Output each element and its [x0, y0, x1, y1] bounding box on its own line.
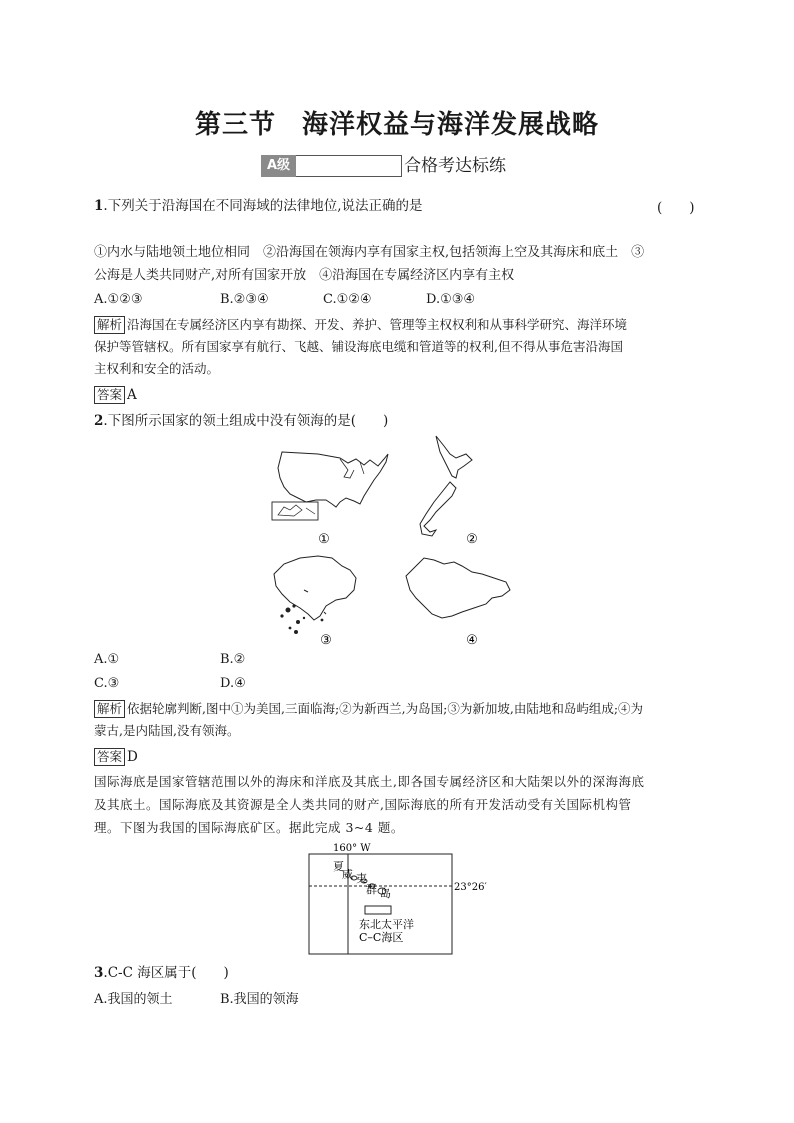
q1-options: [94, 292, 475, 307]
q3-stem-text: .C-C 海区属于( ): [103, 965, 229, 981]
fig-label-2: ②: [466, 532, 478, 547]
level-header: [261, 151, 506, 177]
q1-option-c[interactable]: C.①②④: [323, 292, 372, 307]
q1-answer-blank: ( ): [657, 200, 695, 216]
section-name: 海洋权益与海洋发展战略: [302, 110, 600, 140]
level-badge: A级: [261, 155, 296, 177]
q3-option-a[interactable]: A.我国的领土: [94, 992, 173, 1007]
island-char-1: 夏: [333, 860, 344, 873]
q2-option-d[interactable]: D.④: [220, 676, 246, 691]
fig-label-1: ①: [318, 532, 330, 547]
lon-label: 160° W: [333, 843, 371, 854]
q2-stem: [94, 411, 388, 431]
island-char-2: 威: [342, 868, 353, 881]
area-code: C–C海区: [359, 931, 404, 944]
island-char-4: 群: [366, 883, 377, 896]
q2-option-b[interactable]: B.②: [220, 652, 246, 667]
q1-analysis-line3: 主权利和安全的活动。: [94, 361, 220, 376]
q2-options-row1: [94, 652, 245, 667]
q1-answer: [94, 385, 137, 405]
q1-option-b[interactable]: B.②③④: [220, 292, 269, 307]
q1-stem: [94, 196, 423, 216]
q2-stem-text: .下图所示国家的领土组成中没有领海的是( ): [103, 413, 389, 429]
q1-items-line1: ①内水与陆地领土地位相同 ②沿海国在领海内享有国家主权,包括领海上空及其海床和底土 ③: [94, 245, 645, 260]
q1-analysis-tag: 解析: [94, 316, 125, 334]
usa-outline: [272, 452, 388, 520]
q1-items-line2: 公海是人类共同财产,对所有国家开放 ④沿海国在专属经济区内享有主权: [94, 268, 515, 283]
q1-analysis-line2: 保护等管辖权。所有国家享有航行、飞越、铺设海底电缆和管道等的权利,但不得从事危害沿海国: [94, 339, 623, 354]
q2-option-c[interactable]: C.③: [94, 676, 120, 691]
page-title: [0, 104, 794, 141]
new-zealand-outline: [420, 436, 472, 536]
q1-stem-text: .下列关于沿海国在不同海域的法律地位,说法正确的是: [103, 198, 423, 214]
level-label: 合格考达标练: [404, 156, 507, 176]
fig-label-4: ④: [466, 633, 478, 648]
q2-number: 2: [94, 413, 104, 429]
passage-line1: 国际海底是国家管辖范围以外的海床和洋底及其底土,即各国专属经济区和大陆架以外的深海海底: [94, 774, 645, 789]
seabed-map-figure: [300, 840, 530, 958]
q3-stem: [94, 963, 229, 983]
q1-option-a[interactable]: A.①②③: [94, 292, 143, 307]
q2-options-row2: [94, 676, 246, 691]
lat-label: 23°26′: [454, 882, 487, 893]
q1-answer-tag: 答案: [94, 386, 125, 404]
level-blank: [296, 155, 402, 177]
q2-analysis-tag: 解析: [94, 700, 125, 718]
q2-answer-tag: 答案: [94, 748, 125, 766]
section-number: 第三节: [194, 110, 276, 140]
q1-answer-value: A: [127, 387, 137, 403]
passage-line3: 理。下图为我国的国际海底矿区。据此完成 3~4 题。: [94, 820, 404, 835]
island-char-3: 夷: [356, 872, 367, 885]
q3-options: [94, 988, 299, 1007]
island-char-5: 岛: [380, 887, 391, 900]
country-outlines-figure: [260, 432, 520, 650]
passage: [94, 770, 704, 839]
passage-line2: 及其底土。国际海底及其资源是全人类共同的财产,国际海底的所有开发活动受有关国际机构管: [94, 797, 632, 812]
cc-area-box: [365, 906, 391, 914]
fig-label-3: ③: [320, 633, 332, 648]
q1-number: 1: [94, 198, 104, 214]
q1-analysis-line1: 沿海国在专属经济区内享有勘探、开发、养护、管理等主权权利和从事科学研究、海洋环境: [127, 317, 628, 332]
q2-analysis-line2: 蒙古,是内陆国,没有领海。: [94, 723, 240, 738]
q3-number: 3: [94, 965, 104, 981]
q2-option-a[interactable]: A.①: [94, 652, 120, 667]
q3-option-b[interactable]: B.我国的领海: [220, 992, 299, 1007]
q2-answer: [94, 747, 138, 767]
q1-option-d[interactable]: D.①③④: [426, 292, 476, 307]
area-name: 东北太平洋: [359, 918, 414, 931]
q2-analysis: [94, 698, 702, 742]
q2-answer-value: D: [127, 749, 138, 765]
q1-analysis: [94, 314, 702, 380]
mongolia-outline: [406, 558, 510, 618]
q2-analysis-line1: 依据轮廓判断,图中①为美国,三面临海;②为新西兰,为岛国;③为新加坡,由陆地和岛屿组成;④为: [127, 701, 644, 716]
